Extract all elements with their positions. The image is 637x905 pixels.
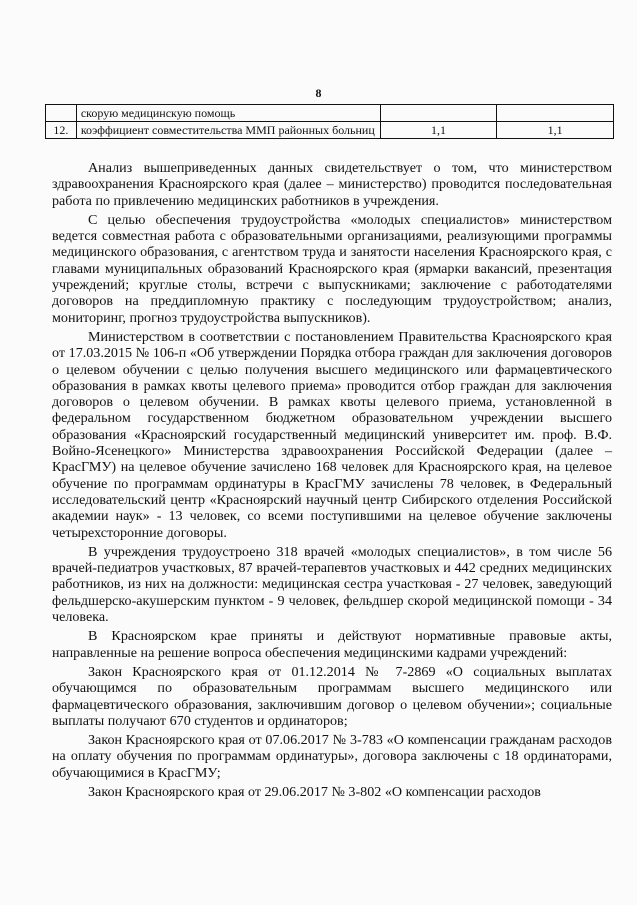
paragraph: Министерством в соответствии с постановлением Правительства Красноярского края от 17.03.2015 № 106-п «Об утверждении Порядка отбора граждан для заключения договоров о целевом обучении с целью получения высшего медицинского или фармацевтического образования в рамках квоты целевого приема» проводится отбор граждан для заключения договоров о целевом обучении. В рамках квоты целевого приема, установленной в федеральном государственном бюджетном образовательном учреждении высшего образования «Красноярский государственный медицинский университет им. проф. В.Ф. Войно-Ясенецкого» Министерства здравоохранения Российской Федерации (далее – КрасГМУ) на целевое обучение зачислено 168 человек для Красноярского края, на целевое обучение по программам ординатуры в КрасГМУ зачислены 78 человек, в Федеральный исследовательский центр «Красноярский научный центр Сибирского отделения Российской академии наук» - 13 человек, со всеми поступившими на целевое обучение заключены четырехсторонние договоры.: [52, 328, 612, 541]
table-cell-value: 1,1: [497, 122, 614, 139]
paragraph: С целью обеспечения трудоустройства «молодых специалистов» министерством ведется совместная работа с образовательными организациями, реализующими программы медицинского образования, с агентством труда и занятости населения Красноярского края, с главами муниципальных образований Красноярского края (ярмарки вакансий, презентация учреждений; круглые столы, встречи с выпускниками; заключение с работодателями договоров на преддипломную практику с последующим трудоустройством; анализ, мониторинг, прогноз трудоустройства выпускников).: [52, 211, 612, 326]
table-cell-name: коэффициент совместительства ММП районных больниц: [76, 122, 380, 139]
table-cell-value: 1,1: [380, 122, 497, 139]
table-row: [46, 105, 614, 122]
continued-table: [45, 104, 614, 139]
table-row: [46, 122, 614, 139]
paragraph: Анализ вышеприведенных данных свидетельствует о том, что министерством здравоохранения Красноярского края (далее – министерство) проводится последовательная работа по привлечению медицинских работников в учреждения.: [52, 160, 612, 209]
paragraph: В Красноярском крае приняты и действуют нормативные правовые акты, направленные на решение вопроса обеспечения медицинскими кадрами учреждений:: [52, 628, 612, 661]
table-cell-num: 12.: [46, 122, 77, 139]
table-cell-name: скорую медицинскую помощь: [76, 105, 380, 122]
paragraph: Закон Красноярского края от 07.06.2017 № 3-783 «О компенсации гражданам расходов на оплату обучения по программам ординатуры», договора заключены с 18 ординаторами, обучающимися в КрасГМУ;: [52, 732, 612, 781]
body-text: [52, 160, 612, 801]
paragraph: Закон Красноярского края от 01.12.2014 № 7-2869 «О социальных выплатах обучающимся по образовательным программам высшего медицинского или фармацевтического образования, заключившим договор о целевом обучении»; социальные выплаты получают 670 студентов и ординаторов;: [52, 663, 612, 729]
table-cell-value: [380, 105, 497, 122]
table-cell-num: [46, 105, 77, 122]
page-number: 8: [315, 86, 322, 100]
paragraph: В учреждения трудоустроено 318 врачей «молодых специалистов», в том числе 56 врачей-педиатров участковых, 87 врачей-терапевтов участковых и 442 средних медицинских работников, из них на должности: медицинская сестра участковая - 27 человек, заведующий фельдшерско-акушерским пунктом - 9 человек, фельдшер скорой медицинской помощи - 34 человека.: [52, 543, 612, 626]
table-cell-value: [497, 105, 614, 122]
paragraph: Закон Красноярского края от 29.06.2017 № 3-802 «О компенсации расходов: [88, 783, 541, 800]
